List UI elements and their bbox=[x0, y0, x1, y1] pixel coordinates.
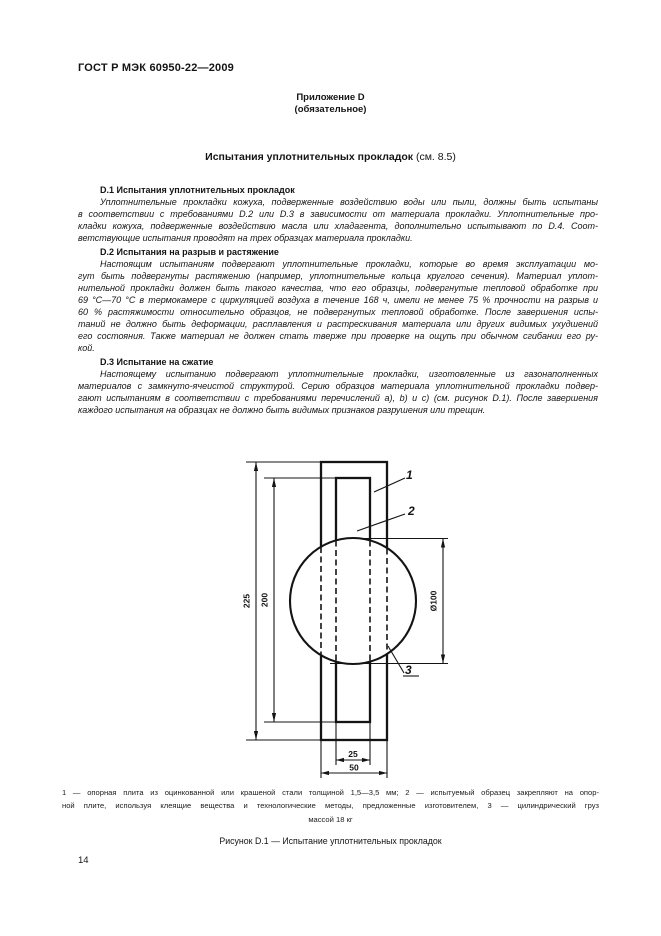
paragraph-line: гут быть подвергнуты растяжению (например, уплотнительные кольца круглого сечения). Материал уплот- bbox=[78, 271, 598, 281]
section-heading-d1: D.1 Испытания уплотнительных прокладок bbox=[100, 185, 295, 195]
dim-diameter-label: Ø100 bbox=[428, 590, 439, 612]
paragraph-line: таний не должно быть деформации, расплавления и растрескивания материала или других видимых ухудшений bbox=[78, 319, 598, 329]
section-d2-paragraph bbox=[78, 258, 598, 354]
paragraph-line: его состояния. Также материал не должен стать тверже при проверке на ощупь при обычном сгибании его ру- bbox=[78, 331, 598, 341]
dim-inner-width-label: 25 bbox=[348, 749, 358, 759]
figure-legend-line: 1 — опорная плита из оцинкованной или крашеной стали толщиной 1,5—3,5 мм; 2 — испытуемый образец закрепляют на опор- bbox=[62, 788, 599, 797]
callout-3-label: 3 bbox=[405, 663, 412, 677]
section-d3-paragraph bbox=[78, 368, 598, 416]
dim-outer-width-label: 50 bbox=[349, 762, 359, 773]
paragraph-line: кой. bbox=[78, 343, 95, 353]
dim-outer-height-label: 225 bbox=[241, 593, 252, 609]
callout-2-label: 2 bbox=[408, 504, 415, 518]
paragraph-line: 60 % растяжимости относительно образцов, не подвергнутых тепловой обработке. После завершения испы- bbox=[78, 307, 598, 317]
annex-block bbox=[0, 92, 661, 115]
paragraph-line: Настоящему испытанию подвергают уплотнительные прокладки, изготовленные из газонаполненных bbox=[100, 369, 598, 379]
section-d1 bbox=[78, 184, 598, 244]
title-ref: (см. 8.5) bbox=[413, 151, 456, 163]
paragraph-line: 69 °С—70 °С в термокамере с циркуляцией воздуха в течение 168 ч, имели не менее 75 % прочности на разрыв и bbox=[78, 295, 598, 305]
figure-legend bbox=[62, 786, 599, 826]
figure-caption: Рисунок D.1 — Испытание уплотнительных прокладок bbox=[219, 836, 442, 846]
paragraph-line: кладки кожуха, подверженные воздействию масла или хладагента, дополнительно испытывают по D.4. Соот- bbox=[78, 221, 598, 231]
standard-number: ГОСТ Р МЭК 60950-22—2009 bbox=[78, 62, 235, 74]
callout-1-label: 1 bbox=[406, 468, 413, 482]
section-d1-paragraph bbox=[78, 196, 598, 244]
section-d2 bbox=[78, 246, 598, 354]
document-title bbox=[0, 151, 661, 163]
body-text-column bbox=[78, 182, 598, 416]
section-heading-d2: D.2 Испытания на разрыв и растяжение bbox=[100, 247, 279, 257]
paragraph-line: гают испытаниям в соответствии с требованиями перечислений a), b) и c) (см. рисунок D.1). После завершения bbox=[78, 393, 598, 403]
figure-legend-line: массой 18 кг bbox=[308, 814, 353, 824]
paragraph-line: нительной прокладки должен быть такого качества, что его образцы, подвергнутые тепловой обработке при bbox=[78, 283, 598, 293]
figure-d1-drawing bbox=[234, 450, 470, 786]
section-d3 bbox=[78, 356, 598, 416]
cylindrical-weight bbox=[290, 538, 416, 664]
page-number: 14 bbox=[78, 855, 89, 866]
figure-legend-line: ной плите, используя клеящие вещества и технологические методы, предложенные изготовителем, 3 — цилиндрический груз bbox=[62, 801, 599, 811]
dim-inner-height-label: 200 bbox=[259, 592, 270, 608]
paragraph-line: Уплотнительные прокладки кожуха, подверженные воздействию воды или пыли, должны быть испытаны bbox=[100, 197, 598, 207]
paragraph-line: материалов с замкнуто-ячеистой структурой. Серию образцов материала уплотнительной прокладки подвер- bbox=[78, 381, 598, 391]
annex-label: Приложение D bbox=[296, 92, 365, 103]
title-main: Испытания уплотнительных прокладок bbox=[205, 151, 414, 163]
section-heading-d3: D.3 Испытание на сжатие bbox=[100, 357, 214, 367]
paragraph-line: Настоящим испытаниям подвергают уплотнительные прокладки, которые во время эксплуатации мо- bbox=[100, 259, 598, 269]
paragraph-line: ветствующие испытания проводят на трех образцах материала прокладки. bbox=[78, 233, 413, 243]
paragraph-line: каждого испытания на образцах не должно быть видимых признаков разрушения или трещин. bbox=[78, 405, 486, 415]
annex-type: (обязательное) bbox=[294, 103, 367, 115]
paragraph-line: в соответствии с требованиями D.2 или D.3 в зависимости от материала прокладки. Уплотнительные про- bbox=[78, 209, 598, 219]
